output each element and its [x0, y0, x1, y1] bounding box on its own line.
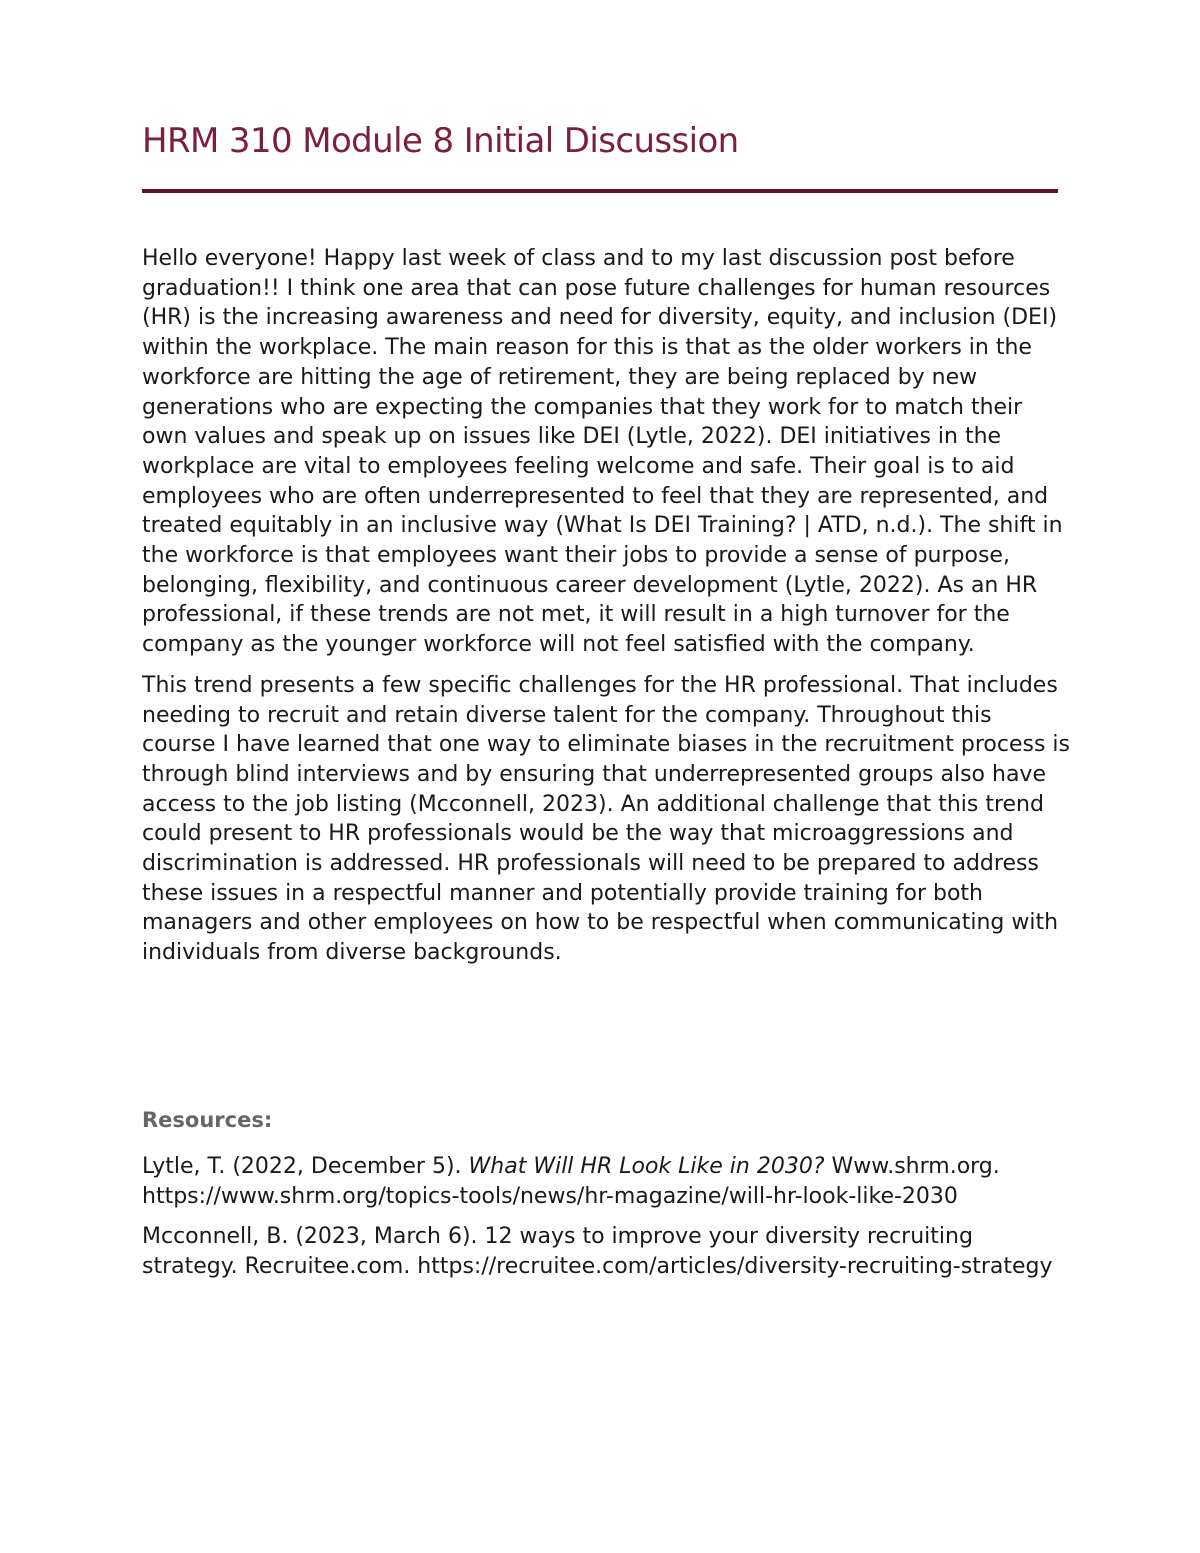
reference-title: What Will HR Look Like in 2030? [468, 1154, 825, 1179]
reference-lead: Mcconnell, B. (2023, March 6). 12 ways to improve your diversity recruiting strategy. Recruitee.com. https://recruitee.com/articles/diversity-recruiting-strategy [142, 1224, 1053, 1280]
reference-tail: Www.shrm.org. https://www.shrm.org/topics-tools/news/hr-magazine/will-hr-look-like-2030 [142, 1154, 1000, 1209]
reference-lead: Lytle, T. (2022, December 5). [142, 1154, 469, 1179]
body-paragraph-1: Hello everyone! Happy last week of class and to my last discussion post before graduation!! I think one area that can pose future challenges for human resources (HR) is the increasing awareness and need for diversity, equity, and inclusion (DEI) within the workplace. The main reason for this is that as the older workers in the workforce are hitting the age of retirement, they are being replaced by new generations who are expecting the companies that they work for to match their own values and speak up on issues like DEI (Lytle, 2022). DEI initiatives in the workplace are vital to employees feeling welcome and safe. Their goal is to aid employees who are often underrepresented to feel that they are represented, and treated equitably in an inclusive way (What Is DEI Training? | ATD, n.d.). The shift in the workforce is that employees want their jobs to provide a sense of purpose, belonging, flexibility, and continuous career development (Lytle, 2022). As an HR professional, if these trends are not met, it will result in a high turnover for the company as the younger workforce will not feel satisfied with the company. [142, 246, 1063, 658]
reference-item [142, 1222, 1072, 1281]
reference-item [142, 1152, 1072, 1211]
resources-heading: Resources: [142, 1108, 273, 1132]
reference-list [142, 1152, 1072, 1293]
title-divider [142, 189, 1058, 193]
document-title: HRM 310 Module 8 Initial Discussion [142, 121, 739, 161]
body-paragraph-2: This trend presents a few specific challenges for the HR professional. That includes needing to recruit and retain diverse talent for the company. Throughout this course I have learned that one way to eliminate biases in the recruitment process is through blind interviews and by ensuring that underrepresented groups also have access to the job listing (Mcconnell, 2023). An additional challenge that this trend could present to HR professionals would be the way that microaggressions and discrimination is addressed. HR professionals will need to be prepared to address these issues in a respectful manner and potentially provide training for both managers and other employees on how to be respectful when communicating with individuals from diverse backgrounds. [142, 672, 1070, 966]
discussion-body [142, 244, 1072, 979]
